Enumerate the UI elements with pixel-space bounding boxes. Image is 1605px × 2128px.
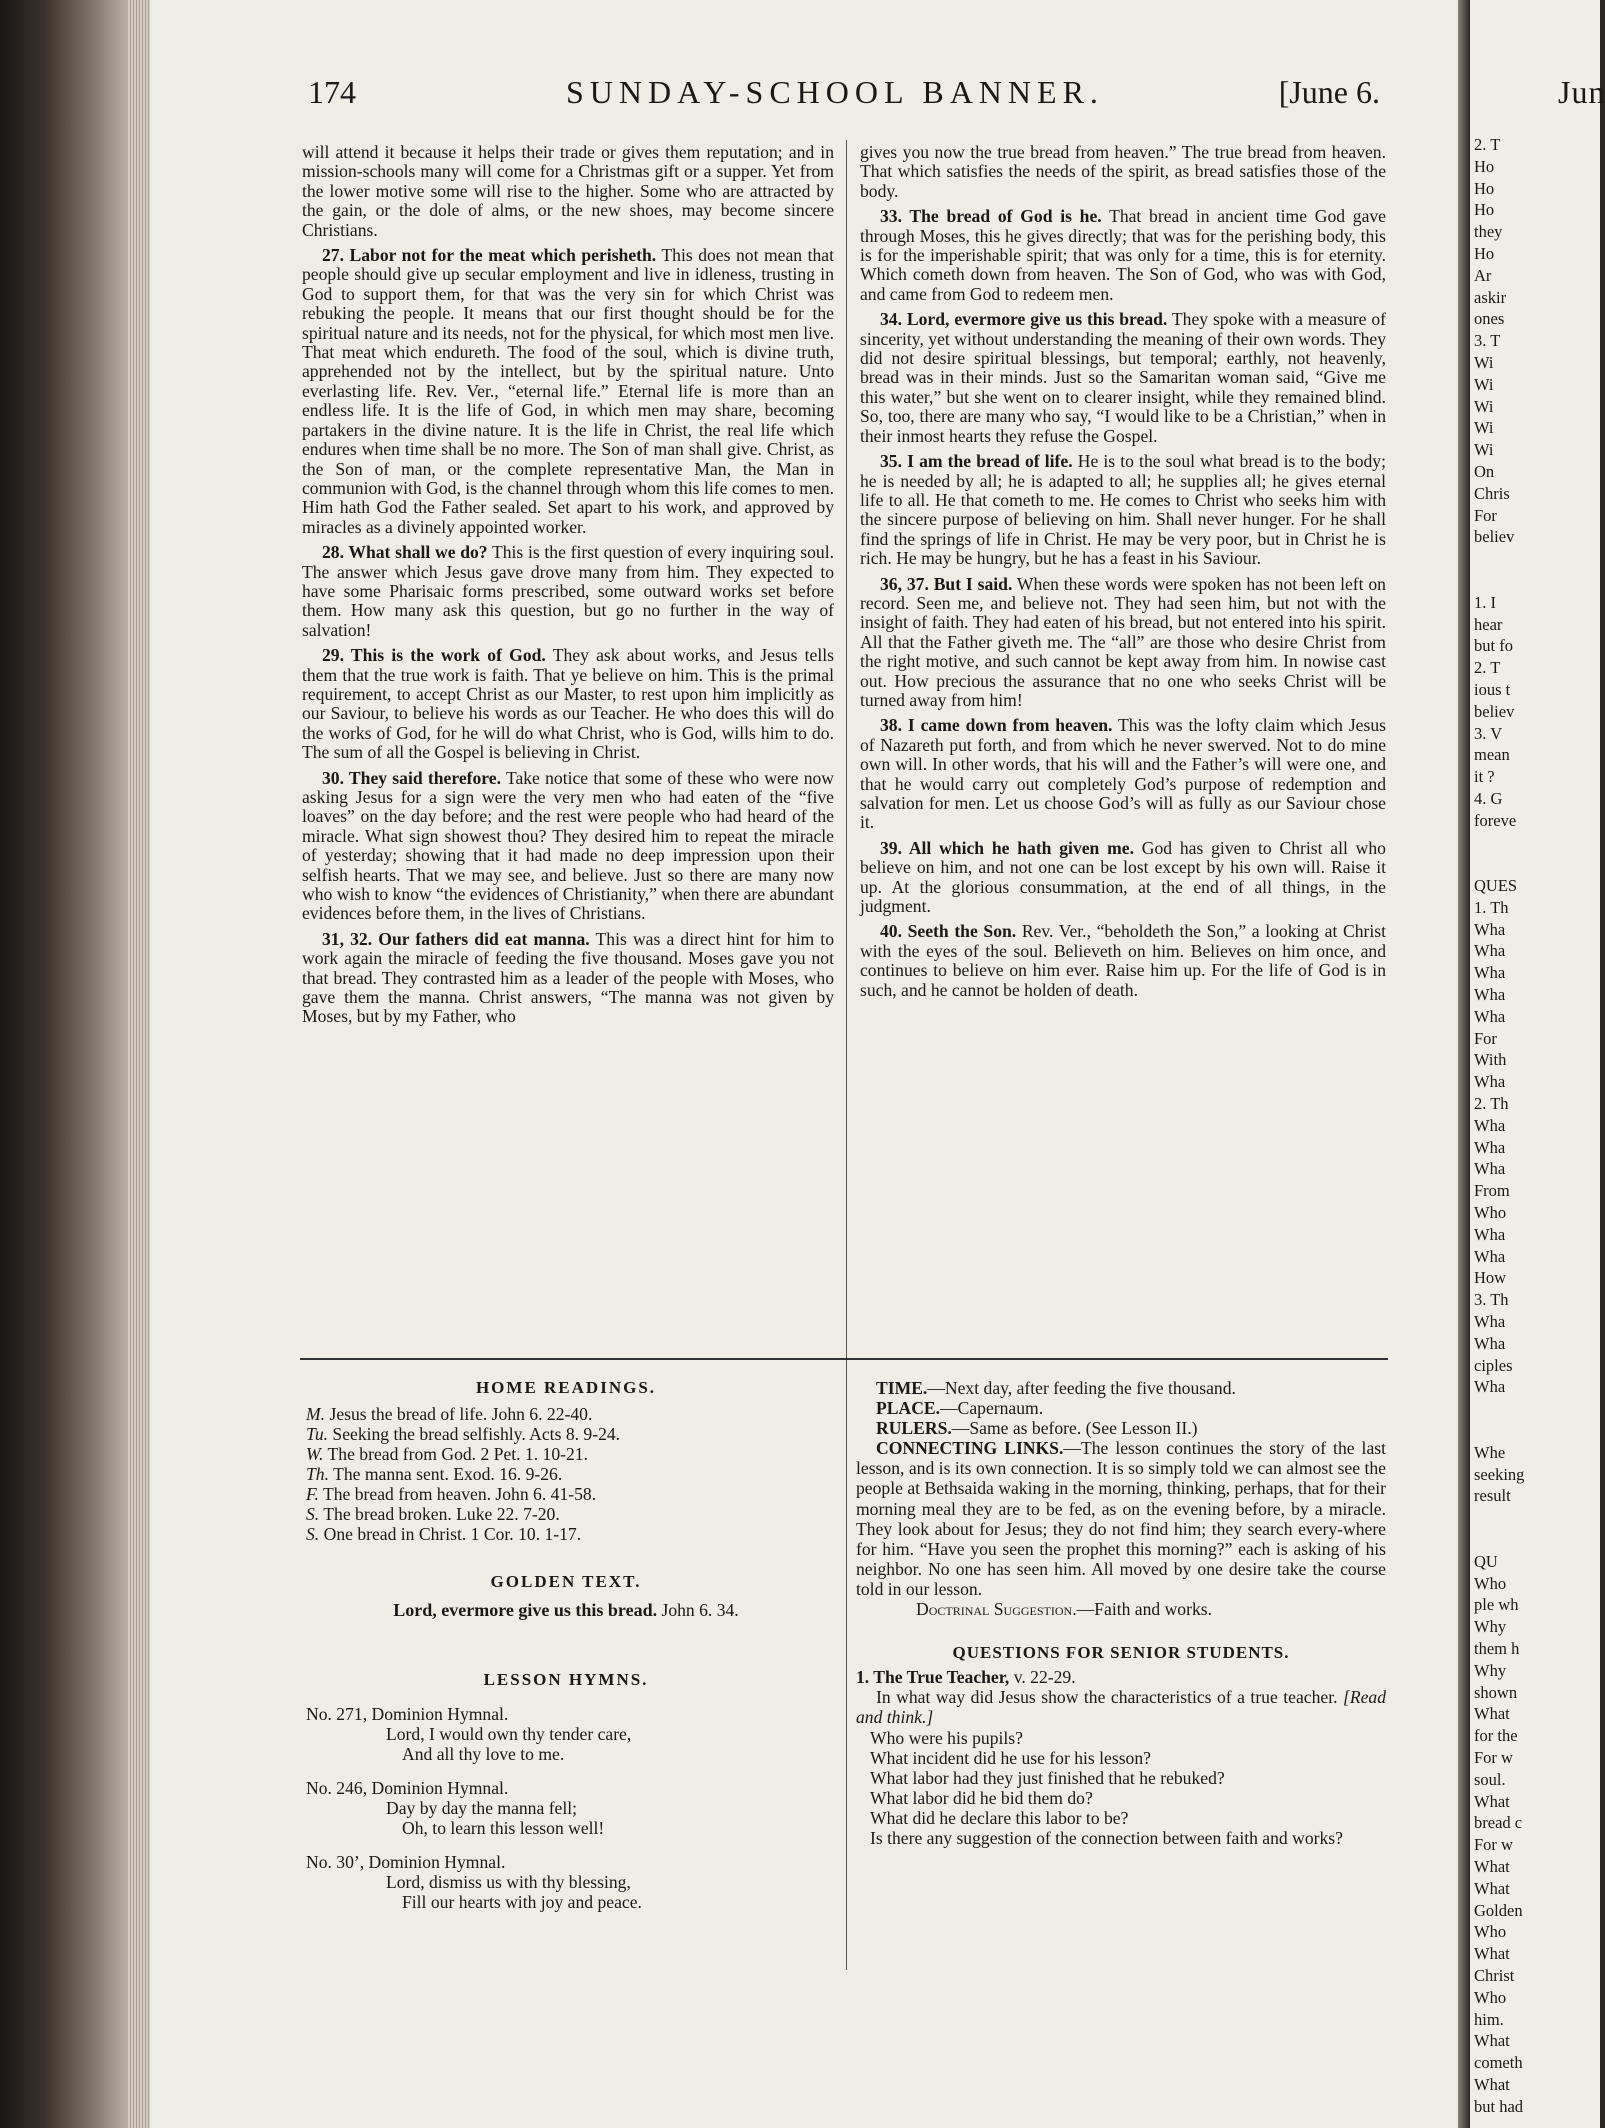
hymn-line: Lord, dismiss us with thy blessing, [386,1872,631,1892]
facing-page-line: askir [1474,287,1507,307]
facing-page-line: result [1474,1486,1511,1506]
facing-page-line: Christ [1474,1965,1515,1985]
time-line: TIME.—Next day, after feeding the five thousand. [876,1378,1236,1398]
commentary-paragraph [302,143,834,240]
facing-page-line: shown [1474,1682,1518,1702]
verse-heading: 40. Seeth the Son. [880,921,1017,942]
reading-text: The manna sent. Exod. 16. 9-26. [333,1464,563,1484]
facing-page-line: Wha [1474,1246,1506,1266]
facing-page-line: Wha [1474,1137,1506,1157]
facing-page-line: Why [1474,1660,1507,1680]
facing-page-line: bread c [1474,1813,1523,1833]
facing-page-line: Wi [1474,352,1494,372]
commentary-paragraph [860,839,1386,917]
senior-question: What did he declare this labor to be? [870,1807,1129,1828]
verse-commentary: will attend it because it helps their trade or gives them reputation; and in mission-schools many will come for a Christmas gift or a supper. Yet from the lower motive some will rise to the higher. Some who are attracted by the gain, or the dole of alms, or the new shoes, may become sincere Christians. [302,142,834,240]
facing-page-line: but fo [1474,636,1513,656]
column-divider [846,140,847,1370]
reading-day: F. [306,1484,319,1504]
facing-page-line: Whe [1474,1442,1506,1462]
facing-page-line: How [1474,1268,1507,1288]
facing-page-line: Who [1474,1573,1507,1593]
facing-page-line: For w [1474,1835,1513,1855]
commentary-paragraph [860,207,1386,304]
home-reading-item [306,1404,826,1424]
facing-page-line: for the [1474,1726,1518,1746]
facing-page-line: seeking [1474,1464,1525,1484]
senior-question: Is there any suggestion of the connection between faith and works? [870,1827,1343,1848]
verse-commentary: Take notice that some of these who were now asking Jesus for a sign were the very men who had eaten of the “five loaves” on the day before; and the rest were people who had heard of the miracle. What sign showest thou? They desired him to repeat the miracle of yesterday; showing that it had made no deep impression upon their selfish hearts. That we may see, and believe. Just so there are many now who wish to know “the evidences of Christianity,” when there are abundant evidences before them, in the lives of Christians. [302,767,834,924]
verse-commentary: This was the lofty claim which Jesus of Nazareth put forth, and from which he never swerved. Not to do mine own will. In other words, that his will and the Father’s will were one, and that he would carry out completely God’s purpose of redemption and salvation for men. Let us choose God’s will as fully as our Saviour chose it. [860,715,1386,833]
page-date: [June 6. [1278,74,1380,110]
facing-page-line: they [1474,222,1503,242]
commentary-paragraph [860,716,1386,832]
facing-page-line: 4. G [1474,788,1503,808]
facing-page-line: 2. T [1474,135,1501,154]
facing-page-line: 1. Th [1474,897,1509,917]
golden-text-block [306,1572,826,1620]
facing-page-line: ciples [1474,1355,1513,1375]
verse-commentary: This does not mean that people should give up secular employment and live in idleness, trusting in God to support them, for that was the very sin for which Christ was rebuking the people. It means that our first thought should be for the spiritual nature and its needs, not for the physical, for which most men live. That meat which endureth. The food of the soul, which is divine truth, apprehended not by the intellect, but by the spiritual nature. Unto everlasting life. Rev. Ver., “eternal life.” Eternal life is more than an endless life. It is the life of God, in which men may share, becoming partakers in the divine nature. It is the life in Christ, the real life which endures when time shall be no more. The Son of man shall give. Christ, as the Son of man, or the complete representative Man, the Man in communion with God, is the channel through whom this life comes to men. Him hath God the Father sealed. Set apart to his work, and approved by miracles as a divinely appointed worker. [302,245,834,537]
commentary-paragraph [302,246,834,537]
golden-text-ref: John 6. 34. [661,1600,739,1620]
facing-page-line: From [1474,1181,1510,1201]
facing-page-line: Wi [1474,396,1494,416]
facing-page-line: Ho [1474,200,1495,220]
home-reading-item [306,1444,826,1464]
connecting-links: CONNECTING LINKS.—The lesson continues the story of the last lesson, and is its own connection. It is so simply told we can almost see the people at Bethsaida waking in the morning, thinking, perhaps, that for their morning meal they are to be fed, as on the evening before, by a miracle. They look about for Jesus; they do not find him; they search every-where for him. “Have you seen the prophet this morning?” each is asking of his neighbor. No one has seen him. All moved by one desire take the course told in our lesson. [856,1438,1386,1599]
facing-page-line: For w [1474,1747,1513,1767]
verse-heading: 39. All which he hath given me. [880,837,1134,858]
senior-question-list [856,1728,1386,1849]
page-header [176,74,1388,118]
verse-heading: 35. I am the bread of life. [880,451,1073,472]
home-reading-item [306,1424,826,1444]
reading-text: The bread from heaven. John 6. 41-58. [322,1484,597,1504]
facing-page-line: What [1474,1704,1510,1724]
senior-questions-title: QUESTIONS FOR SENIOR STUDENTS. [952,1643,1290,1663]
facing-page-line: Who [1474,1922,1507,1942]
facing-page-header: Jun [1558,74,1605,110]
facing-page-line [1474,853,1600,875]
facing-page-line: Wha [1474,985,1506,1005]
facing-page-line: For [1474,505,1497,525]
facing-page-line: What [1474,1878,1510,1898]
verse-heading: 30. They said therefore. [322,767,501,788]
facing-page-line: 1. I [1474,592,1496,612]
lesson-hymns-block [306,1670,826,1912]
facing-page-line: Wha [1474,1224,1506,1244]
hymn-line: Fill our hearts with joy and peace. [402,1892,642,1912]
verse-commentary: God has given to Christ all who believe on him, and not one can be lost except by his own will. Raise it up. At the glorious consummation, at the end of all things, in the judgment. [860,837,1386,917]
facing-page-line: foreve [1474,810,1517,830]
facing-page-line: ple wh [1474,1595,1519,1615]
facing-page-line: Wi [1474,374,1494,394]
reading-text: Jesus the bread of life. John 6. 22-40. [329,1404,593,1424]
facing-page-line: mean [1474,745,1510,765]
commentary-paragraph [860,575,1386,711]
lesson-hymns-title: LESSON HYMNS. [483,1670,649,1689]
facing-page-line: On [1474,461,1495,481]
facing-page-line: Ho [1474,243,1495,263]
facing-page-line [1474,570,1600,592]
facing-page-line [1474,832,1600,854]
facing-page-line: What [1474,1944,1510,1964]
book-spine [0,0,128,2128]
hymn-line: Oh, to learn this lesson well! [402,1818,605,1838]
verse-commentary: That bread in ancient time God gave through Moses, this he gives directly; that was for the perishing body, this is for the imperishable spirit; that was only for a time, this is for eternity. Which cometh down from heaven. The Son of God, who was with God, and came from God to redeem men. [860,206,1386,304]
verse-heading: 27. Labor not for the meat which perisheth. [322,245,657,266]
home-reading-item [306,1524,826,1544]
verse-heading: 29. This is the work of God. [322,645,546,666]
lower-column-divider [846,1370,847,1970]
hymn-line: And all thy love to me. [402,1744,565,1764]
facing-page-line [1474,1507,1600,1529]
running-title: SUNDAY-SCHOOL BANNER. [566,74,1104,110]
commentary-paragraph [302,543,834,640]
hymn-item [306,1778,826,1838]
verse-heading: 38. I came down from heaven. [880,715,1113,736]
facing-page-line: What [1474,1791,1510,1811]
page-edges [128,0,150,2128]
golden-text-title: GOLDEN TEXT. [490,1572,642,1591]
verse-commentary: This was a direct hint for him to work again the miracle of feeding the five thousand. Moses gave you not that bread. They contrasted him as a leader of the people with Moses, who gave them the manna. Christ answers, “The manna was not given by Moses, but by my Father, who [302,928,834,1027]
facing-page [1470,0,1605,2128]
verse-commentary: When these words were spoken has not been left on record. Seen me, and believe not. They had seen him, but not with the insight of faith. They had eaten of his bread, but not entered into his spirit. All that the Father giveth me. The “all” are those who desire Christ from the right motive, and such cannot be kept away from him. In nowise cast out. How precious the assurance that no one who seeks Christ will be turned away from him! [860,573,1386,710]
commentary-paragraph [860,452,1386,568]
facing-page-line [1474,1529,1600,1551]
facing-page-line: Why [1474,1617,1507,1637]
reading-text: Seeking the bread selfishly. Acts 8. 9-24. [332,1424,621,1444]
commentary-paragraph [302,769,834,924]
reading-text: One bread in Christ. 1 Cor. 10. 1-17. [323,1524,582,1544]
facing-page-line: Wi [1474,418,1494,438]
golden-text: Lord, evermore give us this bread. [393,1600,658,1620]
section-divider [300,1358,1388,1360]
home-readings-title: HOME READINGS. [475,1378,657,1397]
verse-heading: 31, 32. Our fathers did eat manna. [322,928,590,949]
facing-page-line: soul. [1474,1769,1506,1789]
facing-page-line: him. [1474,2009,1504,2029]
verse-commentary: They spoke with a measure of sincerity, yet without understanding the meaning of their own words. They did not desire spiritual blessings, but temporal; earthly, not heavenly, bread was in their minds. Just so the Samaritan woman said, “Give me this water,” but she went on to clearer insight, while they remained blind. So, too, there are many who say, “I would like to be a Christian,” when in their inmost hearts they refuse the Gospel. [860,309,1386,446]
commentary-paragraph [860,310,1386,446]
facing-page-line: but had [1474,2096,1524,2116]
facing-page-line: cometh [1474,2053,1523,2073]
facing-page-line: Wha [1474,1006,1506,1026]
lower-right-block [856,1378,1386,1848]
verse-commentary: gives you now the true bread from heaven.” The true bread from heaven. That which satisfies the needs of the spirit, as bread satisfies those of the body. [860,142,1386,201]
rulers-line: RULERS.—Same as before. (See Lesson II.) [876,1418,1198,1439]
facing-page-line [1474,1420,1600,1442]
facing-page-line: 2. Th [1474,1094,1509,1114]
home-reading-item [306,1464,826,1484]
reading-day: S. [306,1524,320,1544]
facing-page-line: What [1474,2031,1510,2051]
reading-day: Tu. [306,1424,329,1444]
reading-day: W. [306,1444,324,1464]
facing-page-line: What [1474,2074,1510,2094]
senior-section-heading: 1. The True Teacher, v. 22-29. [856,1667,1076,1688]
reading-day: S. [306,1504,320,1524]
commentary-paragraph [302,646,834,762]
reading-text: The bread from God. 2 Pet. 1. 10-21. [327,1444,588,1464]
verse-heading: 28. What shall we do? [322,542,488,563]
facing-page-line: Wha [1474,1072,1506,1092]
hymn-line: Lord, I would own thy tender care, [386,1724,632,1744]
facing-page-text [1474,134,1600,2118]
facing-page-line: With [1474,1050,1507,1070]
reading-day: M. [306,1404,326,1424]
verse-heading: 36, 37. But I said. [880,573,1013,594]
facing-page-line: Wha [1474,1333,1506,1353]
senior-question: What labor had they just finished that he rebuked? [870,1767,1225,1788]
hymn-line: Day by day the manna fell; [386,1798,578,1818]
verse-heading: 33. The bread of God is he. [880,206,1102,227]
commentary-paragraph [302,930,834,1027]
facing-page-line: Wha [1474,1312,1506,1332]
verse-heading: 34. Lord, evermore give us this bread. [880,309,1168,330]
home-readings-list [306,1404,826,1544]
hymn-number: No. 246, Dominion Hymnal. [306,1778,509,1798]
facing-page-line: Ar [1474,265,1492,285]
facing-page-line: Wha [1474,919,1506,939]
senior-question: What incident did he use for his lesson? [870,1747,1151,1768]
hymn-list [306,1704,826,1912]
left-commentary-column [302,143,834,1033]
facing-page-line [1474,548,1600,570]
senior-question: Who were his pupils? [870,1727,1023,1748]
facing-page-line: believ [1474,527,1515,547]
facing-page-line: 3. Th [1474,1290,1509,1310]
facing-page-line [1474,1398,1600,1420]
facing-page-line: them h [1474,1638,1520,1658]
facing-page-line: What [1474,1856,1510,1876]
verse-commentary: They ask about works, and Jesus tells them that the true work is faith. That ye believe on him. This is the primal requirement, to accept Christ as our Master, to rest upon him implicitly as our Saviour, to believe his words as our Teacher. He who does this will do the works of God, for he will do what Christ, who is God, wills him to do. The sum of all the Gospel is believing in Christ. [302,645,834,763]
home-reading-item [306,1484,826,1504]
facing-page-line: ones [1474,309,1505,329]
senior-intro: In what way did Jesus show the characteristics of a true teacher. [Read and think.] [856,1687,1386,1728]
facing-page-line: Who [1474,1203,1507,1223]
facing-page-line: ious t [1474,679,1511,699]
reading-text: The bread broken. Luke 22. 7-20. [323,1504,560,1524]
commentary-paragraph [860,922,1386,1000]
lower-left-block [306,1378,826,1912]
facing-page-line: Ho [1474,156,1495,176]
facing-page-line: it ? [1474,767,1495,787]
facing-page-line: Wha [1474,1377,1506,1397]
commentary-paragraph [860,143,1386,201]
senior-question: What labor did he bid them do? [870,1787,1093,1808]
facing-page-line: Wha [1474,1159,1506,1179]
hymn-item [306,1852,826,1912]
verse-commentary: This is the first question of every inquiring soul. The answer which Jesus gave drove many from him. They expected to have some Pharisaic forms prescribed, some outward works set before them. How many ask this question, but go no further in the way of salvation! [302,542,834,640]
hymn-item [306,1704,826,1764]
facing-page-line: Wi [1474,440,1494,460]
verse-commentary: Rev. Ver., “beholdeth the Son,” a looking at Christ with the eyes of the soul. Believeth on him. Believes on him once, and continues to believe on him ever. Raise him up. For the life of God is in such, and he cannot be holden of death. [860,921,1386,1000]
hymn-number: No. 271, Dominion Hymnal. [306,1704,509,1724]
facing-page-line: hear [1474,614,1503,634]
facing-page-line: Chris [1474,483,1510,503]
reading-day: Th. [306,1464,329,1484]
hymn-number: No. 30ʼ, Dominion Hymnal. [306,1852,506,1872]
facing-page-line: QUES [1474,876,1518,896]
facing-page-line: For [1474,1028,1497,1048]
book-gutter [1458,0,1470,2128]
facing-page-line: Wha [1474,963,1506,983]
home-reading-item [306,1504,826,1524]
facing-page-line: Wha [1474,1115,1506,1135]
facing-page-line: QU [1474,1551,1498,1571]
place-line: PLACE.—Capernaum. [876,1398,1044,1419]
facing-page-line: 2. T [1474,658,1501,678]
facing-page-line: Ho [1474,178,1495,198]
doctrinal-suggestion: Doctrinal Suggestion.—Faith and works. [916,1599,1212,1620]
facing-page-line: Wha [1474,941,1506,961]
facing-page-line: 3. V [1474,723,1503,743]
page-number: 174 [308,74,356,110]
right-commentary-column [860,143,1386,1006]
facing-page-line: Who [1474,1987,1507,2007]
facing-page-line: 3. T [1474,331,1501,351]
facing-page-line: Golden [1474,1900,1523,1920]
verse-commentary: He is to the soul what bread is to the body; he is needed by all; he is adapted to all; he supplies all; he gives eternal life to all. He that cometh to me. He comes to Christ who seeks him with the sincere purpose of believing on him. Shall never hunger. For he shall find the springs of life in Christ. He may be very poor, but in Christ he is rich. He may be hungry, but he has a feast in his Saviour. [860,451,1386,569]
facing-page-line: believ [1474,701,1515,721]
